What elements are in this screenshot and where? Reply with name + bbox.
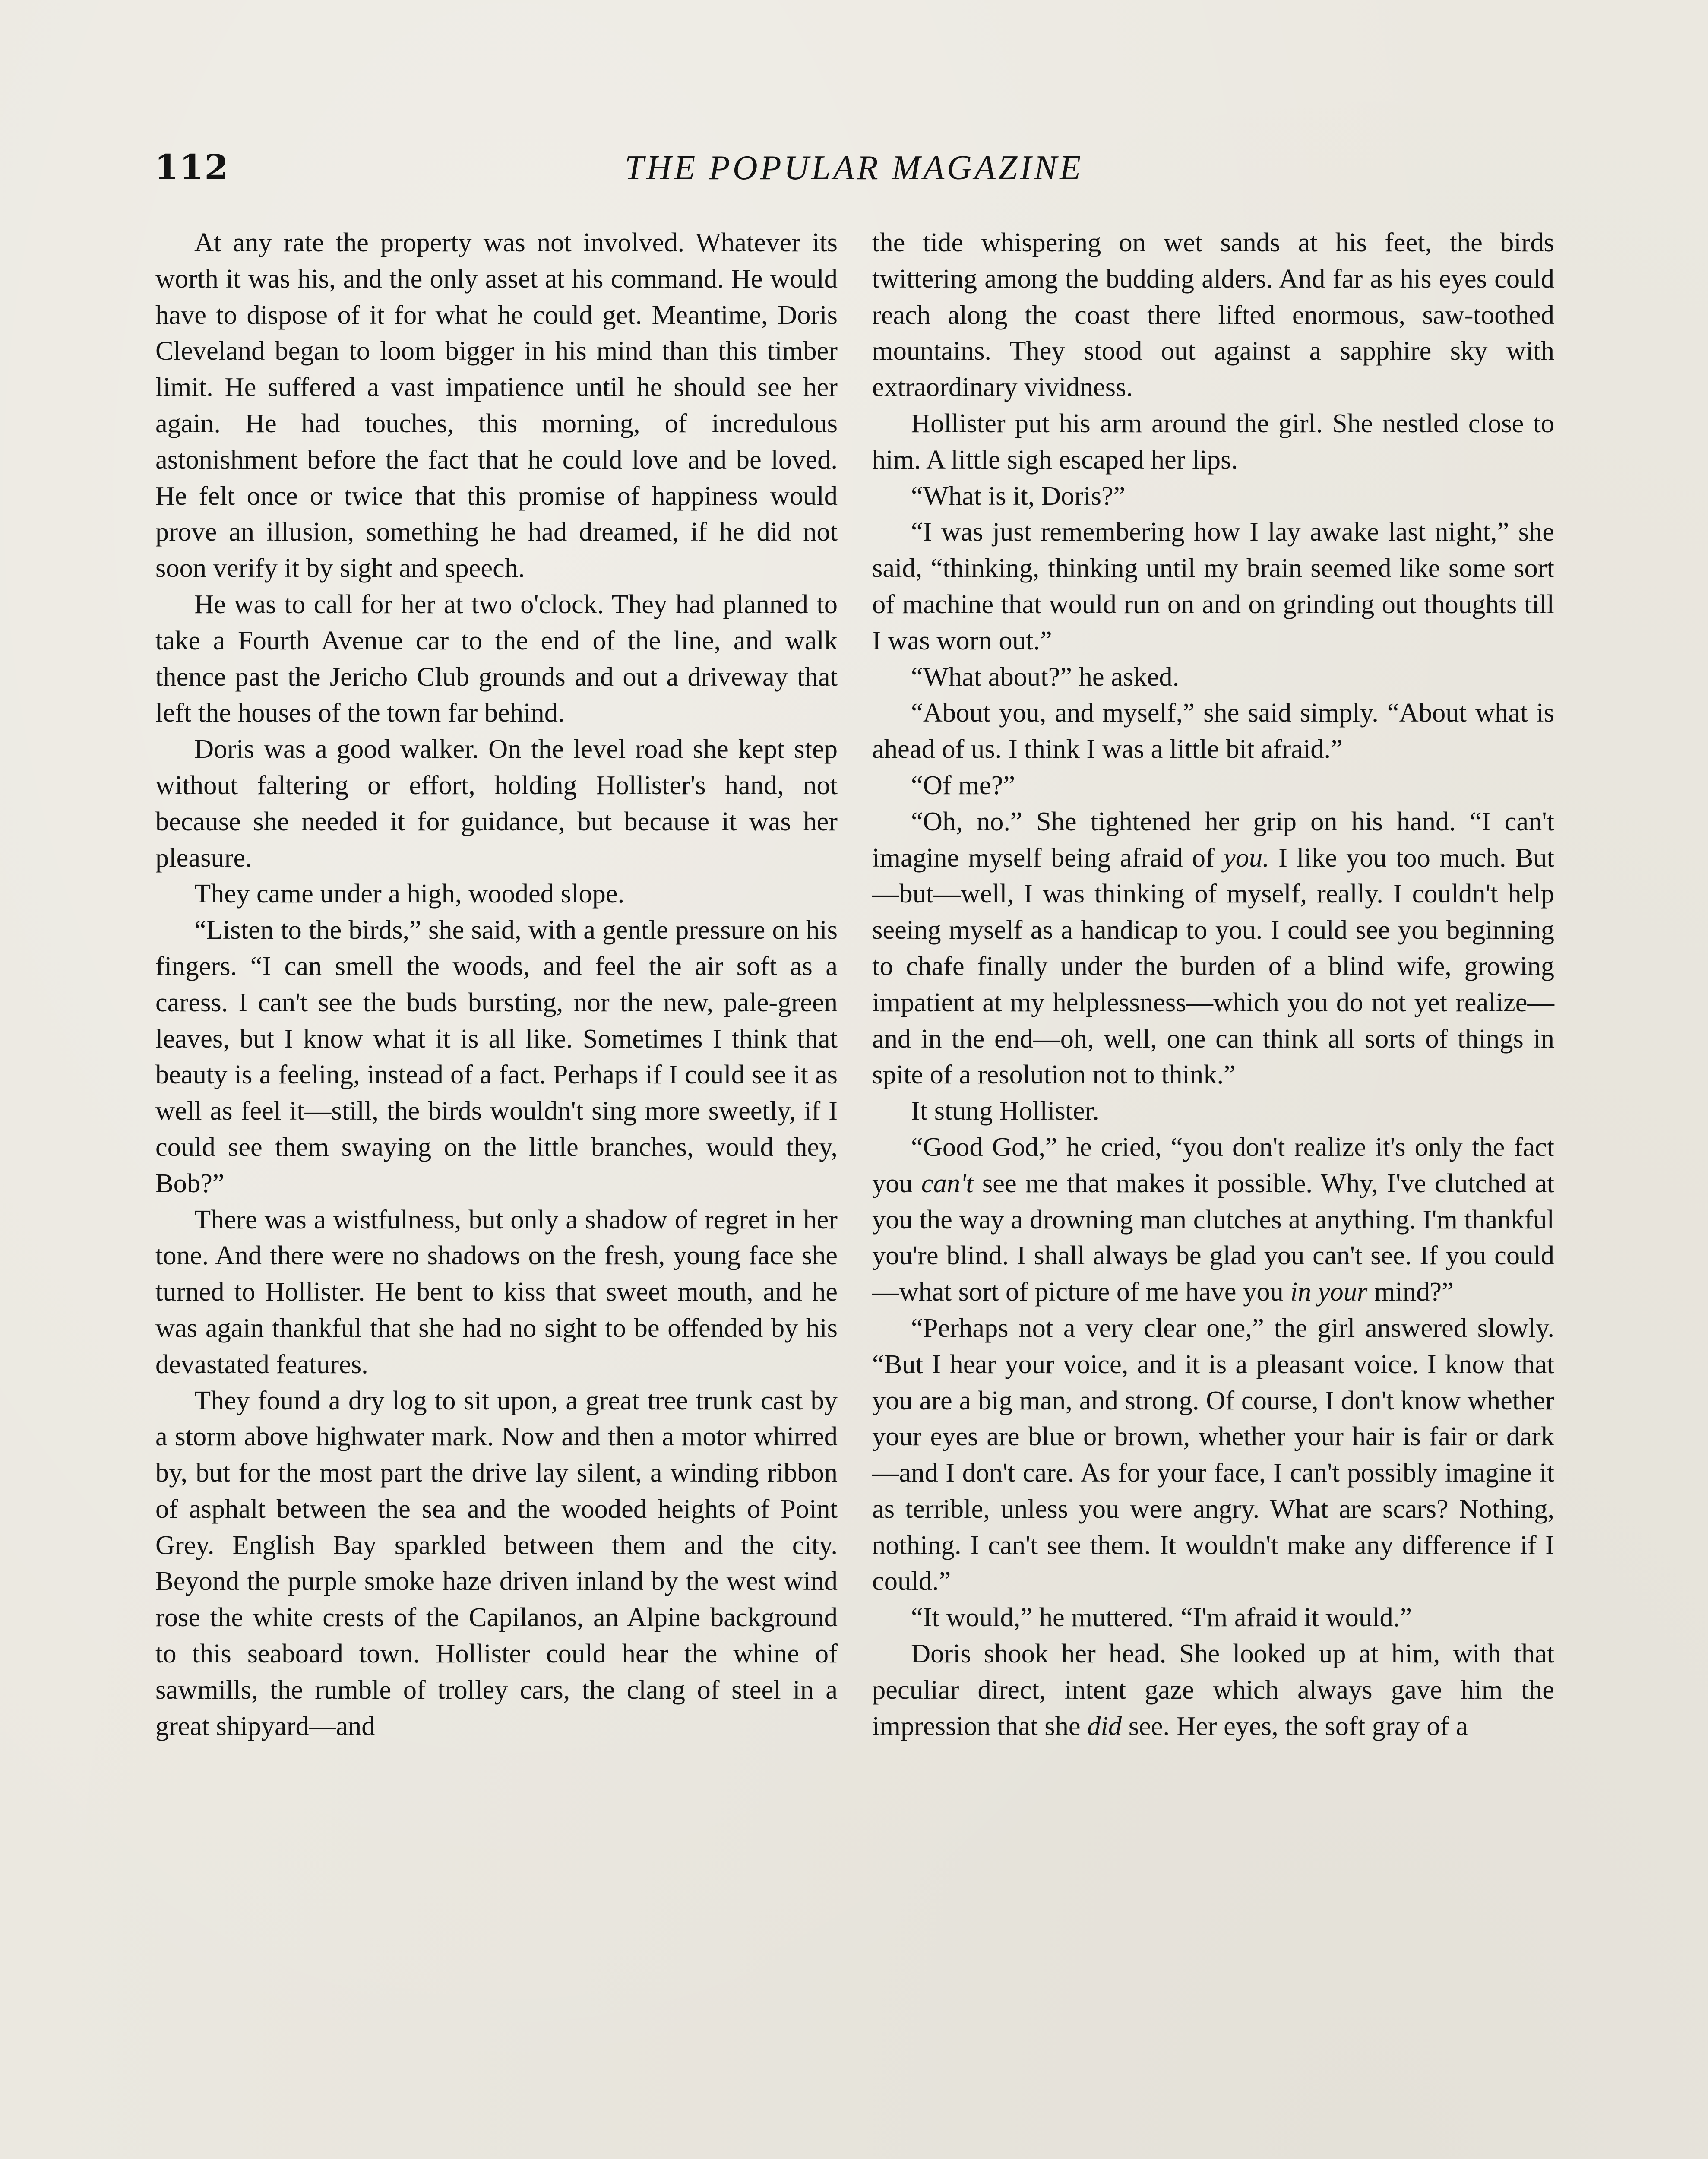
- emphasis: can't: [921, 1168, 974, 1198]
- paragraph: “Perhaps not a very clear one,” the girl answered slowly. “But I hear your voice, and it is a pleasant voice. I know that you are a big man, and strong. Of course, I don't know whether your eyes are blue or brown, whether your hair is fair or dark—and I don't care. As for your face, I can't possibly imagine it as terrible, unless you were angry. What are scars? Nothing, nothing. I can't see them. It wouldn't make any difference if I could.”: [872, 1312, 1554, 1596]
- paragraph: [872, 804, 1554, 1093]
- text-run: see me that makes it possible. Why, I've clutched at you the way a drowning man clutches at anything. I'm thankful you're blind. I shall always be glad you can't see. If you could—what sort of picture of me have you: [872, 1168, 1555, 1307]
- right-column: [872, 225, 1554, 1744]
- paragraph: “I was just remembering how I lay awake last night,” she said, “thinking, thinking until my brain seemed like some sort of machine that would run on and on grinding out thoughts till I was worn out.”: [872, 516, 1554, 655]
- paragraph: [872, 1129, 1554, 1310]
- text-run: mind?”: [1367, 1276, 1454, 1307]
- paragraph: [872, 1636, 1554, 1744]
- page-number: 112: [155, 147, 229, 187]
- paragraph: There was a wistfulness, but only a shadow of regret in her tone. And there were no shadows on the fresh, young face she turned to Hollister. He bent to kiss that sweet mouth, and he was again thankful that she had no sight to be offended by his devastated features.: [155, 1204, 838, 1379]
- paragraph: He was to call for her at two o'clock. They had planned to take a Fourth Avenue car to the end of the line, and walk thence past the Jericho Club grounds and out a driveway that left the houses of the town far behind.: [155, 589, 838, 728]
- left-column: [155, 225, 838, 1744]
- paragraph: “Of me?”: [911, 769, 1015, 800]
- text-run: “Good God,” he cried, “you don't realize it's only the fact you: [872, 1131, 1554, 1198]
- running-head: THE POPULAR MAGAZINE: [624, 149, 1084, 187]
- paragraph: “Listen to the birds,” she said, with a gentle pressure on his fingers. “I can smell the woods, and feel the air soft as a caress. I can't see the buds bursting, nor the new, pale-green leaves, but I know what it is all like. Sometimes I think that beauty is a feeling, instead of a fact. Perhaps if I could see it as well as feel it—still, the birds wouldn't sing more sweetly, if I could see them swaying on the little branches, would they, Bob?”: [155, 915, 838, 1198]
- paragraph: It stung Hollister.: [911, 1095, 1099, 1126]
- page-header: [155, 147, 1553, 203]
- paragraph: They came under a high, wooded slope.: [194, 878, 625, 909]
- paragraph: “What is it, Doris?”: [911, 480, 1126, 511]
- emphasis: you.: [1224, 842, 1269, 873]
- paragraph: At any rate the property was not involved. Whatever its worth it was his, and the only asset at his command. He would have to dispose of it for what he could get. Meantime, Doris Cleveland began to loom bigger in his mind than this timber limit. He suffered a vast impatience until he should see her again. He had touches, this morning, of incredulous astonishment before the fact that he could love and be loved. He felt once or twice that this promise of happiness would prove an illusion, something he had dreamed, if he did not soon verify it by sight and speech.: [155, 227, 838, 583]
- paragraph: Doris was a good walker. On the level road she kept step without faltering or effort, holding Hollister's hand, not because she needed it for guidance, but because it was her pleasure.: [155, 734, 838, 873]
- emphasis: did: [1087, 1710, 1122, 1741]
- paragraph: “What about?” he asked.: [911, 661, 1180, 692]
- emphasis: in your: [1290, 1276, 1368, 1307]
- text-run: I like you too much. But—but—well, I was thinking of myself, really. I couldn't help seeing myself as a handicap to you. I could see you beginning to chafe finally under the burden of a blind wife, growing impatient at my helplessness—which you do not yet realize—and in the end—oh, well, one can think all sorts of things in spite of a resolution not to think.”: [872, 842, 1554, 1090]
- paragraph: Hollister put his arm around the girl. She nestled close to him. A little sigh escaped her lips.: [872, 408, 1554, 475]
- text-run: see. Her eyes, the soft gray of a: [1122, 1710, 1468, 1741]
- paragraph: “It would,” he muttered. “I'm afraid it would.”: [911, 1602, 1412, 1633]
- text-run: Doris shook her head. She looked up at him, with that peculiar direct, intent gaze which always gave him the impression that she: [872, 1638, 1554, 1741]
- paragraph: “About you, and myself,” she said simply. “About what is ahead of us. I think I was a little bit afraid.”: [872, 697, 1554, 764]
- text-run: “Oh, no.” She tightened her grip on his hand. “I can't imagine myself being afraid of: [872, 806, 1554, 873]
- paragraph: They found a dry log to sit upon, a great tree trunk cast by a storm above highwater mark. Now and then a motor whirred by, but for the most part the drive lay silent, a winding ribbon of asphalt between the sea and the wooded heights of Point Grey. English Bay sparkled between them and the city. Beyond the purple smoke haze driven inland by the west wind rose the white crests of the Capilanos, an Alpine background to this seaboard town. Hollister could hear the whine of sawmills, the rumble of trolley cars, the clang of steel in a great shipyard—and: [155, 1385, 838, 1741]
- paragraph-continuation: the tide whispering on wet sands at his feet, the birds twittering among the budding alders. And far as his eyes could reach along the coast there lifted enormous, saw-toothed mountains. They stood out against a sapphire sky with extraordinary vividness.: [872, 227, 1554, 402]
